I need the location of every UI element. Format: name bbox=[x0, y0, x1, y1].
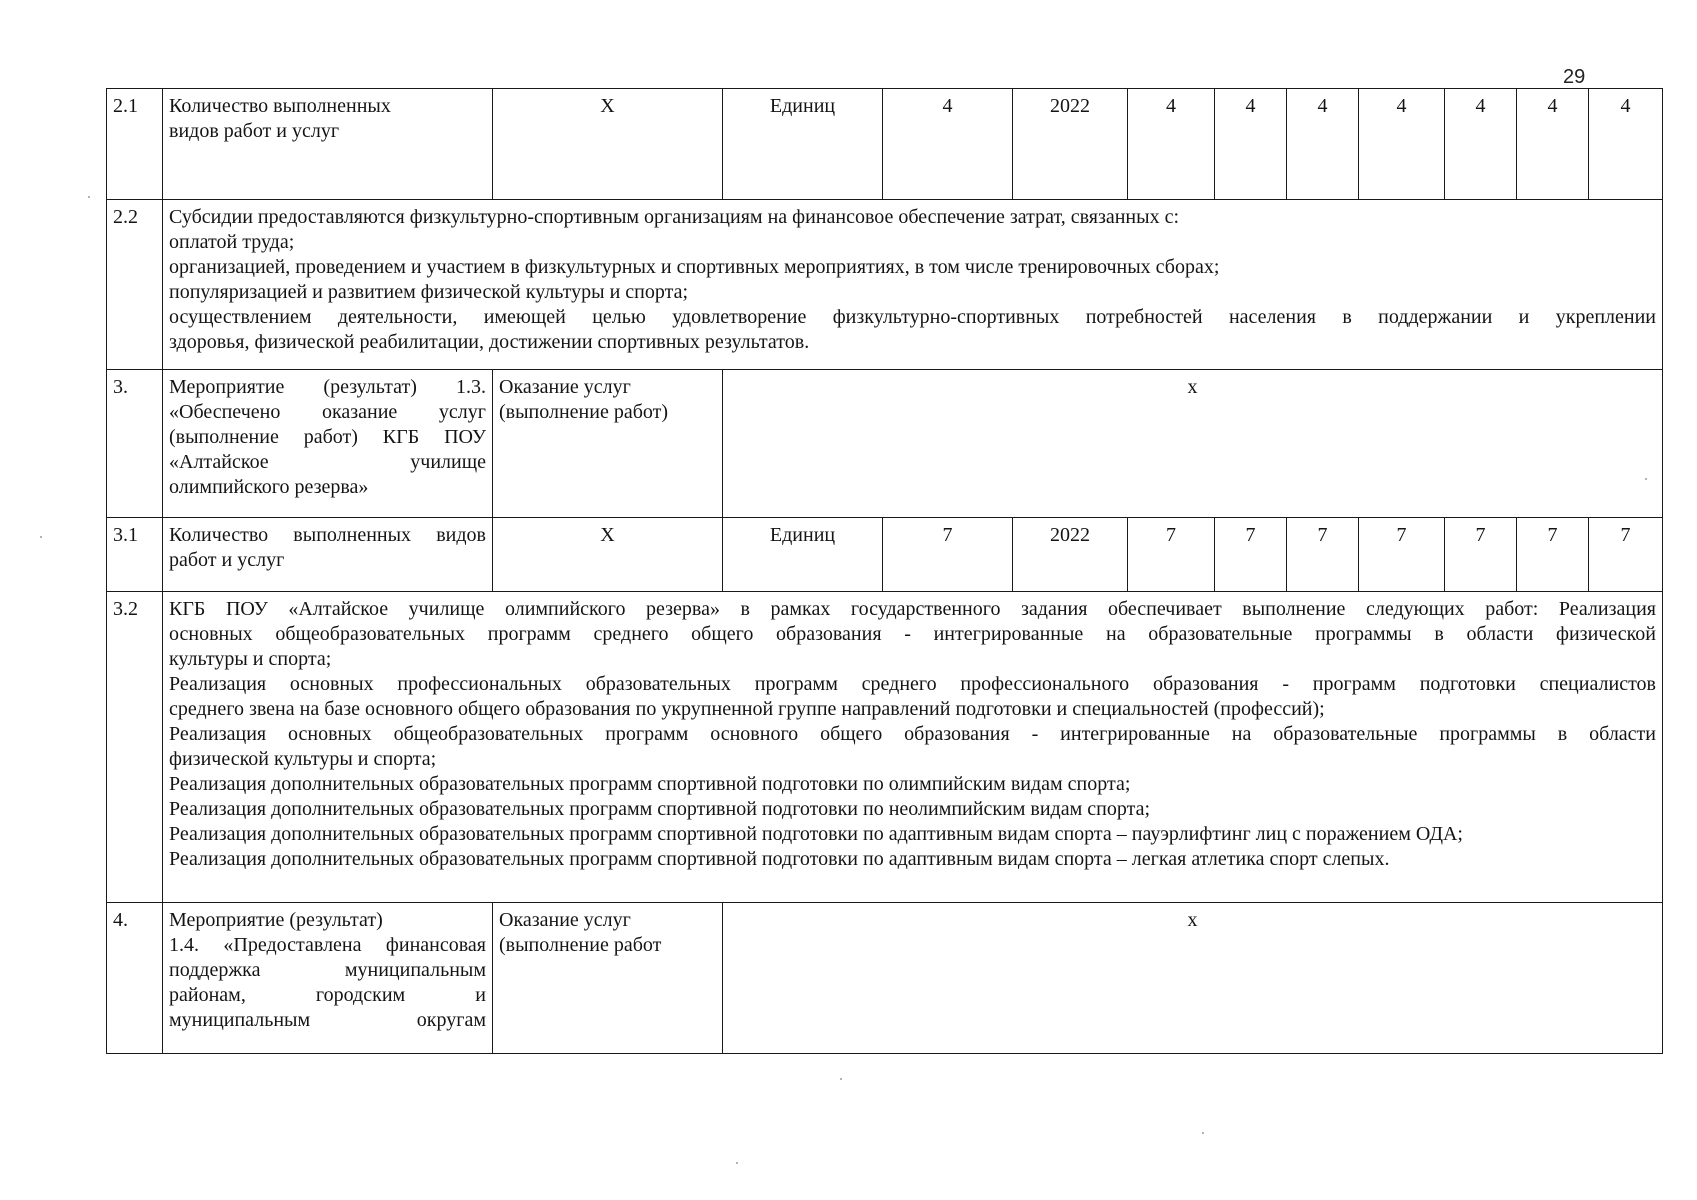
text-line: физической культуры и спорта; bbox=[169, 748, 437, 770]
year-value-cell: 4 bbox=[1445, 89, 1517, 200]
row-number: 3. bbox=[107, 370, 163, 518]
text-line: Реализация дополнительных образовательных программ спортивной подготовки по неолимпийским видам спорта; bbox=[169, 798, 1150, 820]
year-value-cell: 4 bbox=[1517, 89, 1589, 200]
text-line: организацией, проведением и участием в физкультурных и спортивных мероприятиях, в том числе тренировочных сборах; bbox=[169, 256, 1220, 278]
indicator-type: Х bbox=[493, 518, 723, 592]
event-name bbox=[163, 903, 493, 1054]
page-number: 29 bbox=[1563, 66, 1586, 88]
text-line: олимпийского резерва» bbox=[169, 476, 369, 498]
text-line: Оказание услуг bbox=[499, 376, 631, 398]
year-value-cell: 4 bbox=[1359, 89, 1445, 200]
span-mark-cell: х bbox=[723, 370, 1663, 518]
text-line: популяризацией и развитием физической культуры и спорта; bbox=[169, 281, 689, 303]
table-row bbox=[107, 518, 1663, 592]
text-line: (выполнение работ bbox=[499, 934, 662, 956]
scan-speck bbox=[736, 1162, 738, 1164]
text-line: осуществлением деятельности, имеющей целью удовлетворение физкультурно-спортивных потребностей населения в поддержании и укреплении bbox=[169, 306, 1656, 328]
text-line: среднего звена на базе основного общего образования по укрупненной группе направлений подготовки и специальностей (профессий); bbox=[169, 698, 1325, 720]
year-value-cell: 7 bbox=[1287, 518, 1359, 592]
text-line: видов работ и услуг bbox=[169, 120, 340, 142]
scan-speck bbox=[840, 1078, 842, 1080]
event-type bbox=[493, 370, 723, 518]
text-line: Мероприятие (результат) bbox=[169, 909, 383, 931]
span-mark-cell: х bbox=[723, 903, 1663, 1054]
unit-cell: Единиц bbox=[723, 518, 883, 592]
text-line: основных общеобразовательных программ среднего общего образования - интегрированные на образовательные программы в области физической bbox=[169, 623, 1656, 645]
row-number: 2.2 bbox=[107, 200, 163, 370]
year-value-cell: 7 bbox=[1445, 518, 1517, 592]
text-line: Реализация дополнительных образовательных программ спортивной подготовки по адаптивным видам спорта – легкая атлетика спорт слепых. bbox=[169, 848, 1390, 870]
scan-speck bbox=[1645, 478, 1647, 480]
text-line: «Алтайское училище bbox=[169, 451, 486, 473]
text-line: здоровья, физической реабилитации, достижении спортивных результатов. bbox=[169, 331, 810, 353]
year-value-cell: 7 bbox=[1359, 518, 1445, 592]
table-row bbox=[107, 592, 1663, 903]
year-value-cell: 4 bbox=[1287, 89, 1359, 200]
description-cell bbox=[163, 592, 1663, 903]
scan-speck bbox=[1202, 1132, 1204, 1134]
text-line: районам, городским и bbox=[169, 984, 486, 1006]
text-line: Субсидии предоставляются физкультурно-спортивным организациям на финансовое обеспечение затрат, связанных с: bbox=[169, 206, 1180, 228]
text-line: Реализация основных профессиональных образовательных программ среднего профессионального образования - программ подготовки специалистов bbox=[169, 673, 1656, 695]
event-type bbox=[493, 903, 723, 1054]
text-line: Реализация основных общеобразовательных программ основного общего образования - интегрированные на образовательные программы в области bbox=[169, 723, 1656, 745]
text-line: КГБ ПОУ «Алтайское училище олимпийского резерва» в рамках государственного задания обеспечивает выполнение следующих работ: Реализация bbox=[169, 598, 1656, 620]
scan-speck bbox=[88, 196, 90, 198]
table-row bbox=[107, 370, 1663, 518]
year-value-cell: 4 bbox=[1589, 89, 1663, 200]
year-value-cell: 4 bbox=[1215, 89, 1287, 200]
year-value-cell: 4 bbox=[1128, 89, 1215, 200]
year-value-cell: 7 bbox=[1215, 518, 1287, 592]
base-year-cell: 2022 bbox=[1013, 518, 1128, 592]
row-number: 3.1 bbox=[107, 518, 163, 592]
text-line: (выполнение работ) КГБ ПОУ bbox=[169, 426, 486, 448]
text-line: муниципальным округам bbox=[169, 1009, 486, 1031]
description-cell bbox=[163, 200, 1663, 370]
text-line: Реализация дополнительных образовательных программ спортивной подготовки по адаптивным видам спорта – пауэрлифтинг лиц с поражением ОДА; bbox=[169, 823, 1463, 845]
unit-cell: Единиц bbox=[723, 89, 883, 200]
table-row bbox=[107, 89, 1663, 200]
text-line: Количество выполненных видов bbox=[169, 524, 486, 546]
text-line: Количество выполненных bbox=[169, 95, 391, 117]
scan-speck bbox=[40, 536, 42, 538]
text-line: Мероприятие (результат) 1.3. bbox=[169, 376, 486, 398]
text-line: оплатой труда; bbox=[169, 231, 295, 253]
base-year-cell: 2022 bbox=[1013, 89, 1128, 200]
text-line: 1.4. «Предоставлена финансовая bbox=[169, 934, 486, 956]
event-name bbox=[163, 370, 493, 518]
indicator-type: Х bbox=[493, 89, 723, 200]
indicator-name bbox=[163, 518, 493, 592]
text-line: Реализация дополнительных образовательных программ спортивной подготовки по олимпийским видам спорта; bbox=[169, 773, 1131, 795]
indicator-name bbox=[163, 89, 493, 200]
table-row bbox=[107, 200, 1663, 370]
year-value-cell: 7 bbox=[1589, 518, 1663, 592]
text-line: «Обеспечено оказание услуг bbox=[169, 401, 486, 423]
text-line: (выполнение работ) bbox=[499, 401, 669, 423]
year-value-cell: 7 bbox=[1128, 518, 1215, 592]
text-line: Оказание услуг bbox=[499, 909, 631, 931]
base-value-cell: 7 bbox=[883, 518, 1013, 592]
indicators-table bbox=[106, 88, 1663, 1054]
text-line: работ и услуг bbox=[169, 549, 285, 571]
row-number: 2.1 bbox=[107, 89, 163, 200]
text-line: культуры и спорта; bbox=[169, 648, 332, 670]
row-number: 3.2 bbox=[107, 592, 163, 903]
base-value-cell: 4 bbox=[883, 89, 1013, 200]
table-row bbox=[107, 903, 1663, 1054]
text-line: поддержка муниципальным bbox=[169, 959, 486, 981]
row-number: 4. bbox=[107, 903, 163, 1054]
year-value-cell: 7 bbox=[1517, 518, 1589, 592]
